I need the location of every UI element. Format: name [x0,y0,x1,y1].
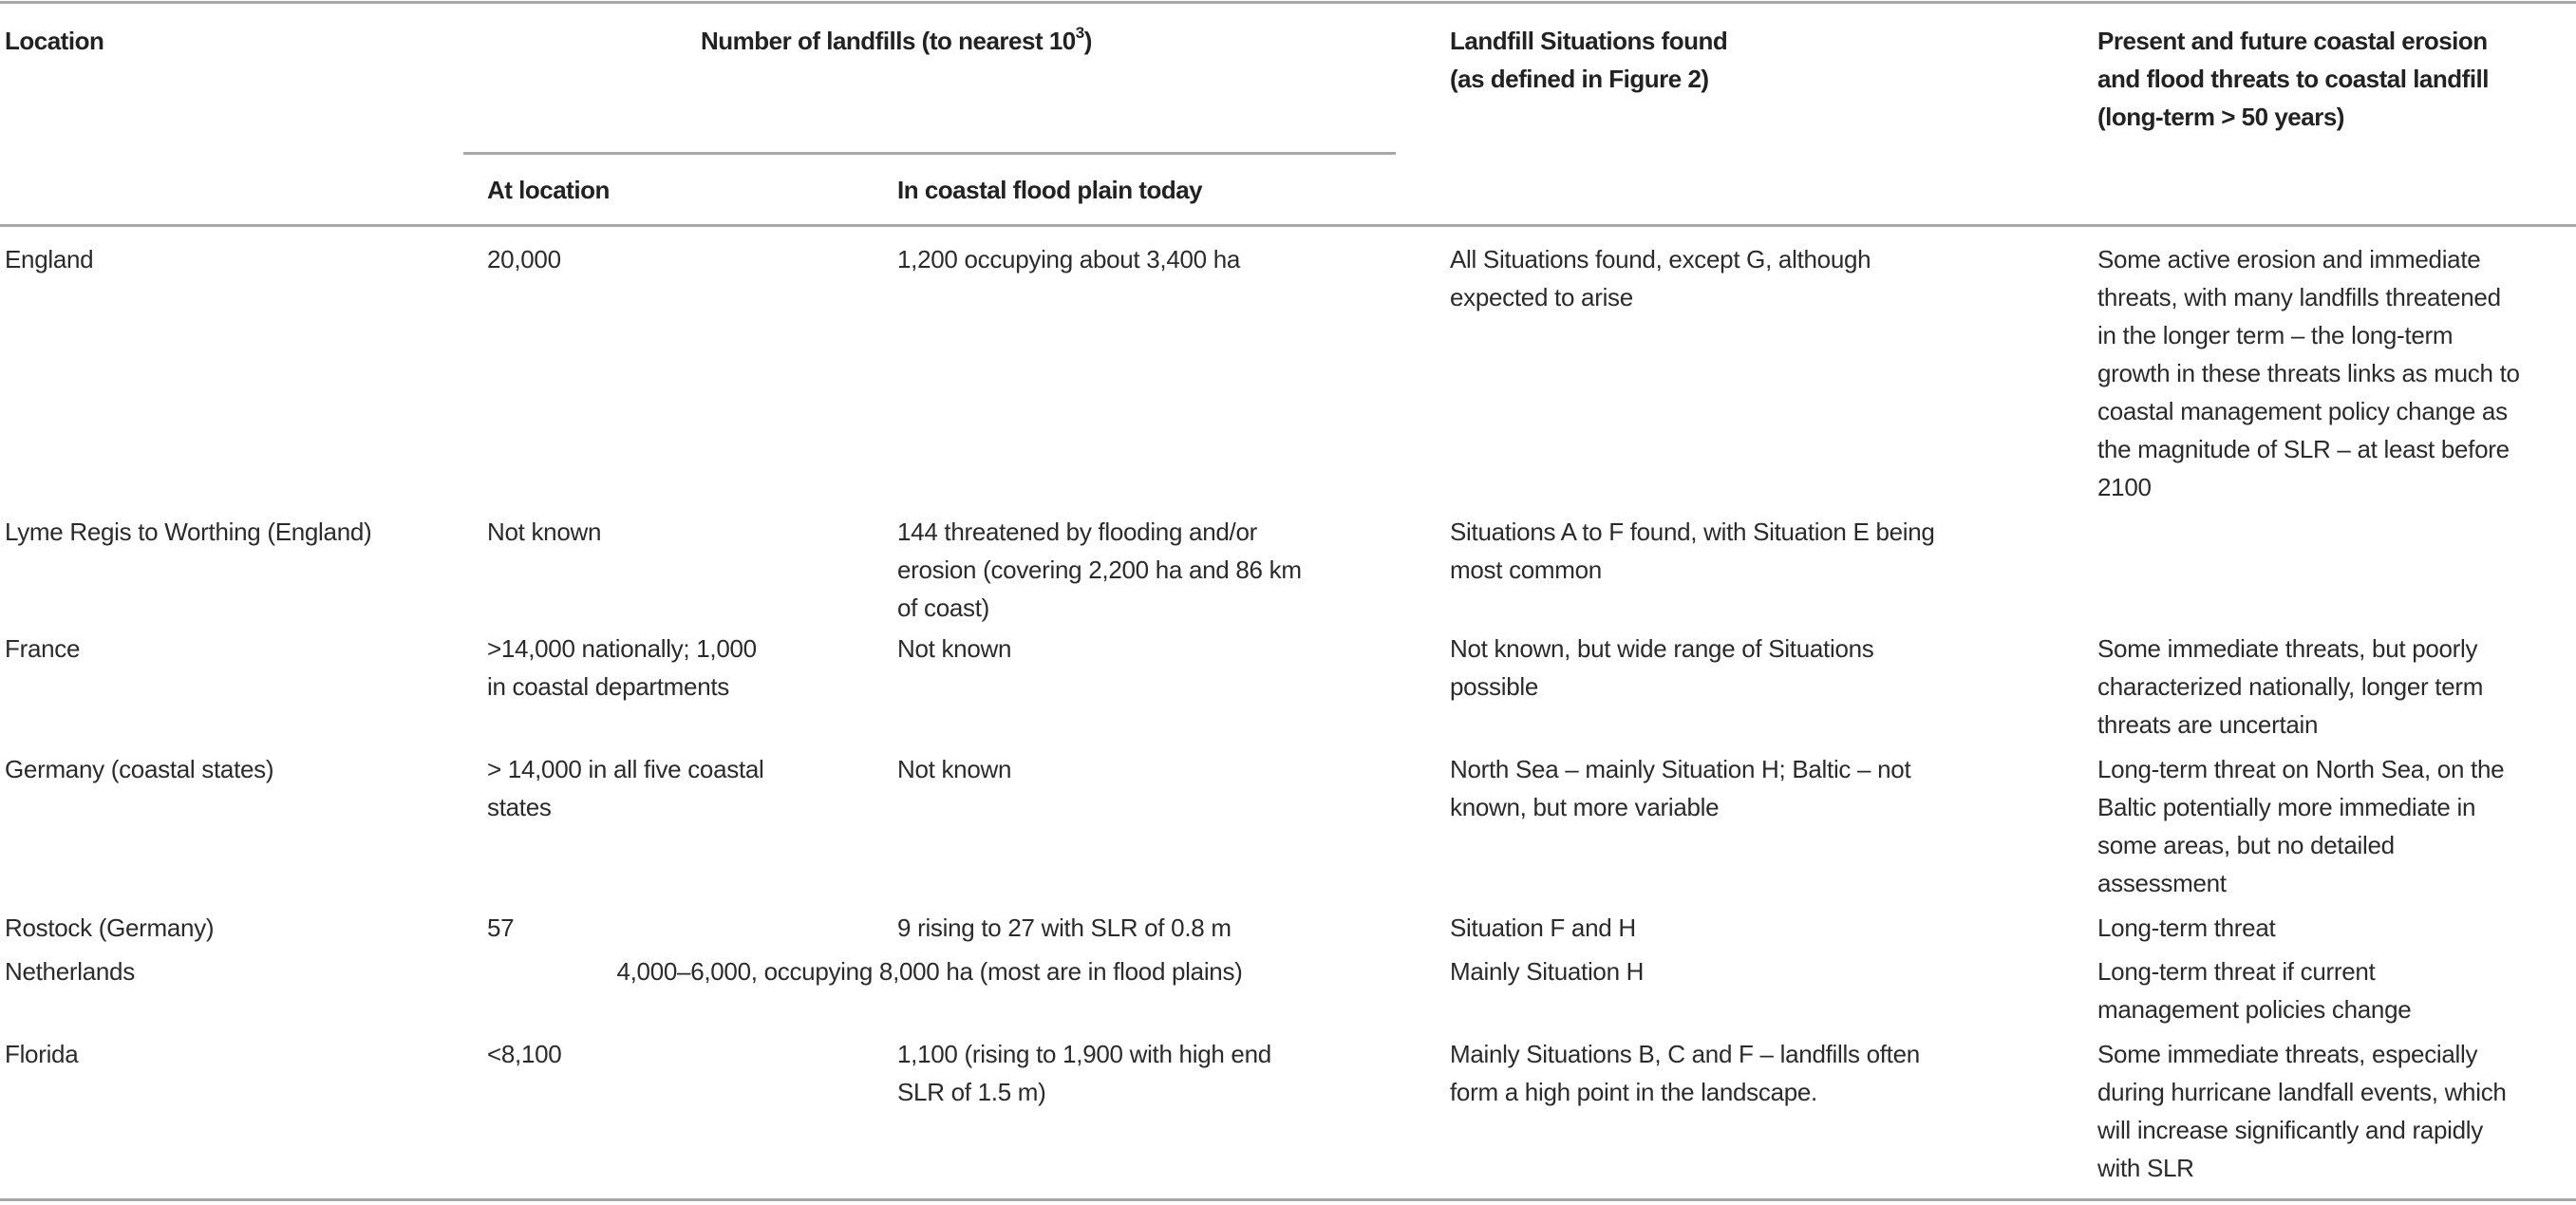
header-at-location: At location [487,176,610,204]
cell-threats: Some immediate threats, but poorly characterized nationally, longer term threats are uncertain [2097,634,2484,739]
header-threats: Present and future coastal erosion and flood threats to coastal landfill (long-term > 50 years) [2097,27,2489,131]
header-in-flood-plain: In coastal flood plain today [897,176,1203,204]
cell-location: Florida [5,1040,79,1068]
cell-at-location: Not known [487,518,602,546]
cell-location: Germany (coastal states) [5,755,274,783]
cell-at-location: 57 [487,913,515,942]
cell-merged-count: 4,000–6,000, occupying 8,000 ha (most are in flood plains) [616,957,1243,986]
cell-at-location: <8,100 [487,1040,562,1068]
cell-situations: Situations A to F found, with Situation E being most common [1450,518,1935,584]
table-bottom-rule [0,1198,2576,1201]
cell-at-location: 20,000 [487,245,561,273]
cell-in-flood-plain: Not known [897,755,1012,783]
cell-location: Rostock (Germany) [5,913,215,942]
header-number-of-landfills [701,22,1092,60]
header-number-close: ) [1083,27,1092,55]
cell-in-flood-plain: 144 threatened by flooding and/or erosion (covering 2,200 ha and 86 km of coast) [897,518,1302,622]
cell-threats: Long-term threat if current management policies change [2097,957,2412,1024]
subheader-rule [463,152,1396,155]
header-number-superscript: 3 [1075,24,1084,43]
cell-situations: Mainly Situation H [1450,957,1645,986]
header-number-text: Number of landfills (to nearest 10 [701,27,1076,55]
cell-location: France [5,634,81,663]
cell-at-location: > 14,000 in all five coastal states [487,755,764,821]
cell-at-location: >14,000 nationally; 1,000 in coastal departments [487,634,757,701]
cell-in-flood-plain: 1,100 (rising to 1,900 with high end SLR of 1.5 m) [897,1040,1271,1106]
cell-situations: All Situations found, except G, although expected to arise [1450,245,1871,311]
cell-threats: Long-term threat [2097,913,2276,942]
cell-situations: Situation F and H [1450,913,1636,942]
header-bottom-rule [0,224,2576,227]
cell-situations: Not known, but wide range of Situations possible [1450,634,1874,701]
cell-situations: North Sea – mainly Situation H; Baltic – not known, but more variable [1450,755,1911,821]
cell-threats: Long-term threat on North Sea, on the Baltic potentially more immediate in some areas, but no detailed assessment [2097,755,2505,897]
cell-situations: Mainly Situations B, C and F – landfills often form a high point in the landscape. [1450,1040,1920,1106]
header-situations: Landfill Situations found (as defined in Figure 2) [1450,27,1728,93]
cell-location: Lyme Regis to Worthing (England) [5,518,372,546]
cell-threats: Some immediate threats, especially during hurricane landfall events, which will increase significantly and rapidly with SLR [2097,1040,2507,1182]
cell-location: England [5,245,94,273]
cell-threats: Some active erosion and immediate threats, with many landfills threatened in the longer term – the long-term growth in these threats links as much to coastal management policy change as the magnitude of SLR – at least before 2100 [2097,245,2520,501]
cell-in-flood-plain: 9 rising to 27 with SLR of 0.8 m [897,913,1232,942]
cell-location: Netherlands [5,957,135,986]
header-location: Location [5,27,104,55]
table-top-rule [0,1,2576,4]
cell-in-flood-plain: 1,200 occupying about 3,400 ha [897,245,1241,273]
cell-in-flood-plain: Not known [897,634,1012,663]
